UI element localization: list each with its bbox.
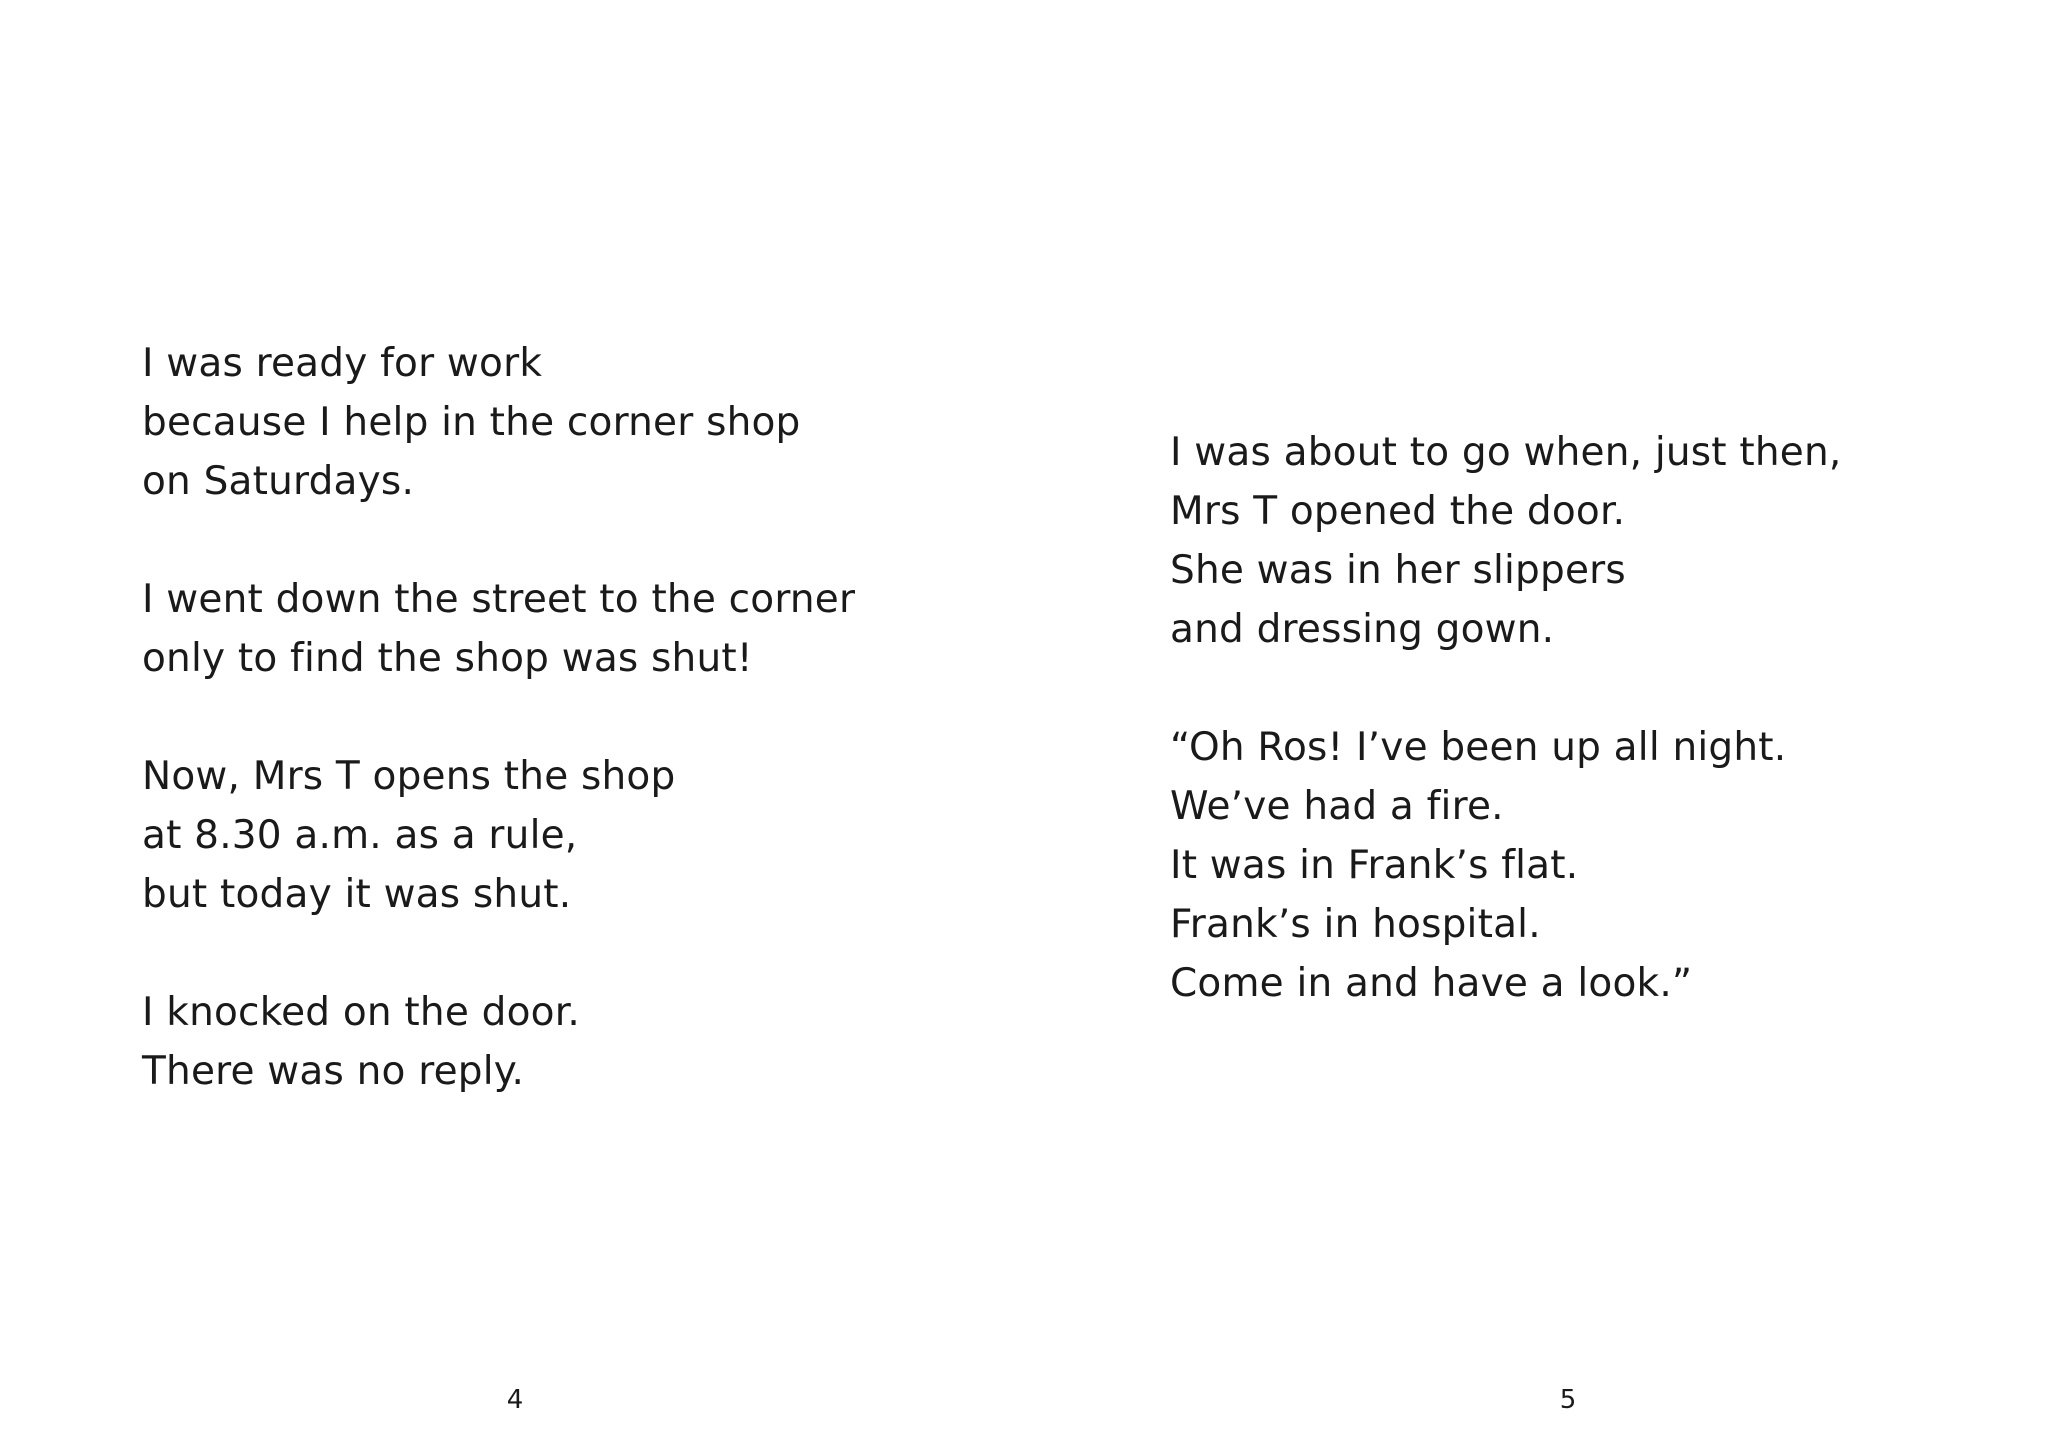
text-line: because I help in the corner shop xyxy=(142,400,801,445)
text-line: Frank’s in hospital. xyxy=(1170,902,1541,947)
text-line: It was in Frank’s flat. xyxy=(1170,843,1579,888)
paragraph xyxy=(142,570,855,688)
paragraph xyxy=(1170,423,1842,659)
page-number-left: 4 xyxy=(506,1385,524,1415)
paragraph xyxy=(142,983,855,1101)
text-line: We’ve had a fire. xyxy=(1170,784,1504,829)
text-line: There was no reply. xyxy=(142,1049,525,1094)
page-number-right: 5 xyxy=(1559,1385,1577,1415)
paragraph xyxy=(1170,718,1842,1013)
text-line: I was ready for work xyxy=(142,341,543,386)
text-line: but today it was shut. xyxy=(142,872,572,917)
text-line: She was in her slippers xyxy=(1170,548,1626,593)
text-line: Mrs T opened the door. xyxy=(1170,489,1626,534)
paragraph xyxy=(142,747,855,924)
text-line: I went down the street to the corner xyxy=(142,577,856,622)
text-line: only to find the shop was shut! xyxy=(142,636,753,681)
text-line: Now, Mrs T opens the shop xyxy=(142,754,676,799)
text-line: Come in and have a look.” xyxy=(1170,961,1693,1006)
text-line: I was about to go when, just then, xyxy=(1170,430,1842,475)
paragraph xyxy=(142,334,855,511)
right-page-text xyxy=(1170,423,1842,1013)
text-line: and dressing gown. xyxy=(1170,607,1555,652)
text-line: at 8.30 a.m. as a rule, xyxy=(142,813,578,858)
text-line: on Saturdays. xyxy=(142,459,415,504)
text-line: I knocked on the door. xyxy=(142,990,580,1035)
text-line: “Oh Ros! I’ve been up all night. xyxy=(1170,725,1787,770)
left-page-text xyxy=(142,334,855,1101)
right-page xyxy=(1024,0,2048,1453)
